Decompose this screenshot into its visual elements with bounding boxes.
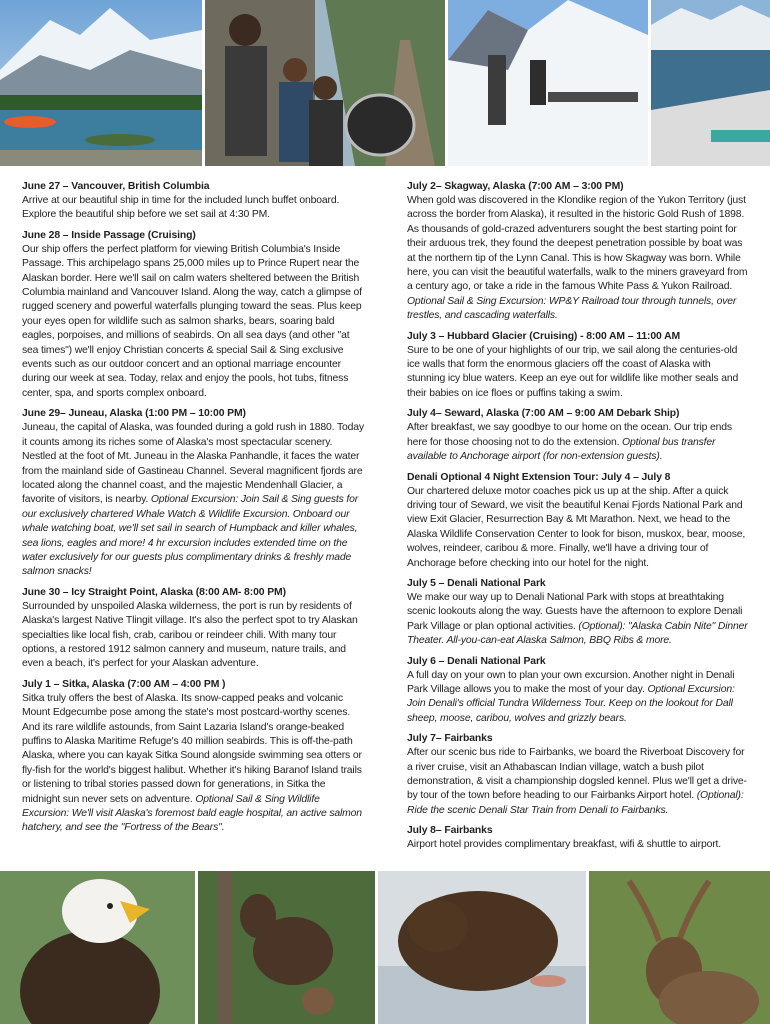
itinerary-entry-june-28	[22, 229, 364, 401]
itinerary-entry-july-4	[407, 407, 750, 464]
entry-optional-excursion: Optional bus transfer available to Anchorage airport (for non-extension guests).	[407, 436, 716, 463]
entry-optional-excursion: Optional Sail & Sing Excursion: WP&Y Railroad tour through tunnels, over trestles, and cascading waterfalls.	[407, 295, 737, 322]
entry-title: July 8– Fairbanks	[407, 825, 493, 837]
entry-body: When gold was discovered in the Klondike region of the Yukon Territory (just across the border from Alaska), it resulted in the historic Gold Rush of 1898. As thousands of gold-crazed adventurers sought the best starting point for their arduous trek, they found the deepest penetration possible by boat was at the northern tip of the Lynn Canal. This is how Skagway was born. While here, you can visit the beautiful waterfalls, walk to the miners graveyard from a century ago, or take a ride in the famous White Pass & Yukon Railroad. Optional Sail & Sing Excursion: WP&Y Railroad tour through tunnels, over trestles, and cascading waterfalls.	[407, 195, 748, 322]
itinerary-entry-july-8	[407, 824, 750, 852]
entry-title: July 2– Skagway, Alaska (7:00 AM – 3:00 PM)	[407, 181, 624, 192]
rafting-mountain-photo	[0, 0, 202, 166]
entry-optional-excursion: Optional Excursion: Join Denali's official Tundra Wilderness Tour. Keep on the lookout for Dall sheep, moose, caribou, wolves and grizzly bears.	[407, 683, 735, 724]
entry-body: Sitka truly offers the best of Alaska. Its snow-capped peaks and volcanic Mount Edgecumbe pose among the state's most postcard-worthy scenes. And its rare wildlife astounds, from Saint Lazaria Island's orange-beaked puffins to Alaska Maritime Refuge's 40 million seabirds. This is off-the-path Alaska, where you can kayak Sitka Sound alongside swimming sea otters or fly-fish for the world's biggest halibut. Whether it's hiking Baranof Island trails or listening to tribal stories passed down for generations, in Sitka the midnight sun never sets on adventure. Optional Sail & Sing Wildlife Excursion: We'll visit Alaska's foremost bald eagle hospital, an active salmon hatchery, and see the "Fortress of the Bears".	[22, 692, 362, 834]
entry-optional-excursion: (Optional): Ride the scenic Denali Star Train from Denali to Fairbanks.	[407, 790, 744, 816]
itinerary-entry-july-3	[407, 330, 750, 402]
caribou-photo	[589, 871, 770, 1024]
itinerary-entry-july-7	[407, 732, 750, 818]
entry-title: July 4– Seward, Alaska (7:00 AM – 9:00 AM Debark Ship)	[407, 408, 680, 420]
itinerary-entry-june-29	[22, 407, 364, 579]
entry-title: June 30 – Icy Straight Point, Alaska (8:00 AM- 8:00 PM)	[22, 586, 286, 598]
entry-optional-excursion: Optional Excursion: Join Sail & Sing guests for our exclusively chartered Whale Watch & Wildlife Excursion. Onboard our whale watching boat, we'll set sail in search of Humpback and killer whales, sea lions, eagles and more! 4 hr excursion includes extended time on the water exclusively for our guests plus complimentary drinks & freshly made salmon snacks!	[22, 494, 359, 578]
entry-body: After breakfast, we say goodbye to our home on the ocean. Our trip ends here for those choosing not to do the extension. Optional bus transfer available to Anchorage airport (for non-extension guests).	[407, 422, 732, 463]
itinerary-entry-july-2	[407, 180, 750, 324]
itinerary-entry-june-30	[22, 586, 364, 672]
bottom-photo-strip	[0, 871, 770, 1024]
entry-body: Our ship offers the perfect platform for viewing British Columbia's Inside Passage. This archipelago spans 25,000 miles up to Prince Rupert near the Alaskan border. Here we'll sail on calm waters sheltered between the British Columbia mainland and Vancouver Island. Along the way, catch a glimpse of rugged scenery and powerful waterfalls plunging toward the seas. Plus keep your eyes open for wildlife such as salmon sharks, bears, soaring bald eagles, porpoises, and millions of seabirds. On all sea days (and other "at sea times") we'll enjoy Christian concerts & special Sail & Sing exclusive events such as our outdoor concert and an optional marriage encounter during our week at sea. Today, relax and enjoy the pools, hot tubs, fitness center, spa, and sports complex onboard.	[22, 243, 362, 399]
top-photo-strip	[0, 0, 770, 166]
moose-photo	[198, 871, 375, 1024]
entry-body: A full day on your own to plan your own excursion. Another night in Denali Park Village allows you to make the most of your day. Optional Excursion: Join Denali's official Tundra Wilderness Tour. Keep on the lookout for Dall sheep, moose, caribou, wolves and grizzly bears.	[407, 669, 735, 724]
entry-body: We make our way up to Denali National Park with stops at breathtaking scenic lookouts along the way. Guests have the afternoon to explore Denali Park Village or plan optional activities. (Optional): "Alaska Cabin Nite" Dinner Theater. All-you-can-eat Alaska Salmon, BBQ Ribs & more.	[407, 591, 748, 647]
itinerary-entry-july-1	[22, 678, 364, 836]
entry-title: July 6 – Denali National Park	[407, 655, 546, 667]
entry-title: June 27 – Vancouver, British Columbia	[22, 181, 210, 192]
entry-title: July 5 – Denali National Park	[407, 577, 546, 589]
entry-body: Arrive at our beautiful ship in time for the included lunch buffet onboard. Explore the beautiful ship before we set sail at 4:30 PM.	[22, 195, 340, 221]
entry-body: Juneau, the capital of Alaska, was founded during a gold rush in 1880. Today it counts among its riches some of Alaska's most spectacular scenery. Nestled at the foot of Mt. Juneau in the Alaska Panhandle, it faces the water from the mainland side of Gastineau Channel. Several magnificent fjords are located along the channel coast, and the majestic Mendenhall Glacier, a favorite of visitors, is nearby. Optional Excursion: Join Sail & Sing guests for our exclusively chartered Whale Watch & Wildlife Excursion. Onboard our whale watching boat, we'll set sail in search of Humpback and killer whales, sea lions, eagles and more! 4 hr excursion includes extended time on the water exclusively for our guests plus complimentary drinks & freshly made salmon snacks!	[22, 422, 364, 578]
itinerary-entry-denali-extension	[407, 471, 750, 571]
train-tour-photo	[205, 0, 445, 166]
itinerary-entry-july-5	[407, 577, 750, 649]
itinerary-left-column	[22, 180, 364, 842]
entry-title: July 1 – Sitka, Alaska (7:00 AM – 4:00 PM )	[22, 678, 226, 690]
cruise-ship-glacier-photo	[651, 0, 770, 166]
entry-body: Our chartered deluxe motor coaches pick us up at the ship. After a quick driving tour of Seward, we visit the beautiful Kenai Fjords National Park and view Exit Glacier, Resurrection Bay & Mt Marathon. Next, we head to the Alaska Wildlife Conservation Center to look for bison, muskox, bear, moose, wolves, reindeer, caribou & more. Finally, we'll have a driving tour of Anchorage before checking into our hotel for the night.	[407, 485, 746, 569]
grizzly-bear-photo	[378, 871, 586, 1024]
entry-title: July 3 – Hubbard Glacier (Cruising) - 8:00 AM – 11:00 AM	[407, 330, 681, 342]
entry-title: July 7– Fairbanks	[407, 733, 493, 745]
itinerary-entry-july-6	[407, 655, 750, 727]
bald-eagle-photo	[0, 871, 195, 1024]
entry-body: Airport hotel provides complimentary breakfast, wifi & shuttle to airport.	[407, 839, 722, 851]
entry-title: Denali Optional 4 Night Extension Tour: July 4 – July 8	[407, 471, 671, 483]
entry-optional-excursion: Optional Sail & Sing Wildlife Excursion: We'll visit Alaska's foremost bald eagle hospital, an active salmon hatchery, and see the "Fortress of the Bears".	[22, 793, 362, 834]
itinerary-entry-june-27	[22, 180, 364, 223]
entry-title: June 29– Juneau, Alaska (1:00 PM – 10:00 PM)	[22, 408, 246, 420]
entry-title: June 28 – Inside Passage (Cruising)	[22, 229, 196, 241]
entry-body: Surrounded by unspoiled Alaska wilderness, the port is run by residents of Alaska's largest Native Tlingit village. It's also the perfect spot to try Alaskan specialties like local fish, crab, caribou or reindeer chili. With many tour options, a restored 1912 salmon cannery and museum, nature trails, and even a beach, it's perfect for your Alaskan adventure.	[22, 600, 358, 670]
entry-body: After our scenic bus ride to Fairbanks, we board the Riverboat Discovery for a river cruise, visit an Athabascan Indian village, watch a bush pilot demonstration, & visit a championship dogsled kennel. Plus we'll get a drive-by tour of the town before heading to our Fairbanks Airport hotel. (Optional): Ride the scenic Denali Star Train from Denali to Fairbanks.	[407, 747, 747, 816]
entry-optional-excursion: (Optional): "Alaska Cabin Nite" Dinner Theater. All-you-can-eat Alaska Salmon, BBQ Ribs & more.	[407, 620, 748, 647]
itinerary-right-column	[407, 180, 750, 859]
dog-sled-glacier-photo	[448, 0, 648, 166]
entry-body: Sure to be one of your highlights of our trip, we sail along the centuries-old ice walls that form the enormous glaciers off the coast of Alaska with stunning icy blue waters. Keep an eye out for wildlife like mother seals and their babies on ice floes or puffins taking a swim.	[407, 344, 739, 399]
